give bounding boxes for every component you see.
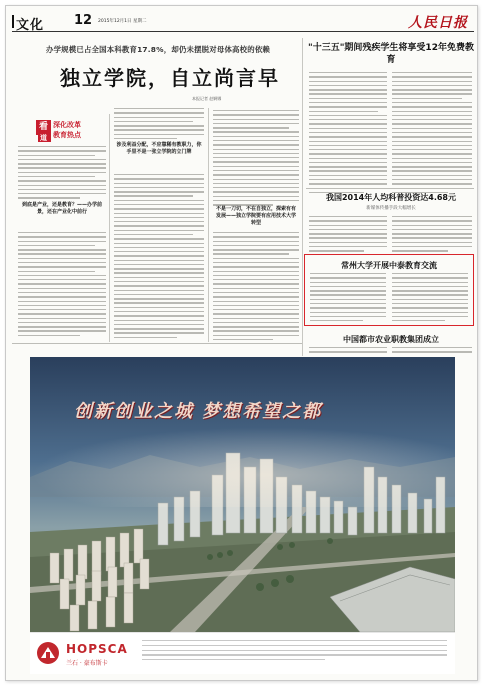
subhead-1: 到底是产业，还是教育？——办学前景，还在产业化中前行: [21, 202, 102, 215]
ad-footer: [30, 632, 455, 674]
lead-text-col1: [18, 146, 106, 202]
lead-bottom-rule: [12, 343, 302, 344]
column-rule-2: [208, 108, 209, 342]
highlighted-story[interactable]: [304, 254, 474, 326]
lead-text-col3b: [213, 232, 299, 343]
highlighted-text-right: [392, 273, 468, 324]
highlighted-text-left: [310, 273, 386, 324]
story2-subtitle: 新媒体传播手段大幅增长: [366, 206, 416, 211]
ad-brand-name: HOPSCA: [66, 642, 128, 656]
story1-title: "十三五"期间残疾学生将享受12年免费教育: [308, 43, 474, 65]
subhead-2: 涉及利益分配，不应靠稀有教职力，你手里不是一张立学院的立门牌: [116, 142, 202, 155]
story2-text-right: [392, 216, 472, 255]
badge-icon2-text: 道: [40, 134, 47, 142]
lead-text-col2b: [114, 174, 204, 341]
publication-date: 2015年12月1日 星期二: [98, 19, 147, 24]
ad-brand-chinese: 兰石 · 豪布斯卡: [66, 660, 108, 667]
newspaper-logo: 人民日报: [408, 15, 468, 31]
badge-icon2: [38, 134, 51, 142]
page-number: 12: [74, 13, 93, 28]
story3-text-right: [392, 347, 472, 356]
ad-haze: [30, 427, 455, 507]
highlighted-story-title: 常州大学开展中泰教育交流: [341, 261, 437, 270]
badge-line2: 教育热点: [53, 131, 81, 139]
badge-icon: 看: [36, 120, 51, 135]
hopsca-logo-icon: [36, 641, 60, 665]
ad-body-copy: [142, 640, 447, 664]
masthead: [12, 12, 474, 32]
lead-kicker: 办学规模已占全国本科教育17.8%，却仍未摆脱对母体高校的依赖: [46, 45, 270, 54]
ad-slogan: 创新创业之城 梦想希望之都: [74, 401, 323, 422]
advertisement-image: [30, 357, 455, 632]
section-name: 文化: [16, 14, 44, 33]
story1-text-left: [309, 72, 387, 196]
story1-text-right: [392, 72, 472, 196]
column-rule-1: [109, 114, 110, 342]
right-rule-1: [306, 188, 474, 189]
lead-text-col3: [213, 110, 299, 208]
lead-byline: 本报记者 赵婀娜: [192, 96, 222, 101]
topic-badge: [36, 120, 98, 142]
subhead-3: 不是一刀切，不在自独立，探索有有发展——独立学院要有应用技术大学转型: [215, 206, 296, 226]
story2-text-left: [309, 216, 387, 255]
lead-text-col1b: [18, 232, 106, 339]
story3-text-left: [309, 347, 387, 356]
story2-title: 我国2014年人均科普投资达4.68元: [325, 193, 456, 202]
lead-text-col2: [114, 108, 204, 142]
lead-title: 独立学院，自立尚言早: [60, 66, 280, 90]
story3-title: 中国都市农业职教集团成立: [343, 335, 439, 344]
column-rule-3: [302, 38, 303, 356]
badge-line1: 深化改革: [53, 121, 81, 129]
